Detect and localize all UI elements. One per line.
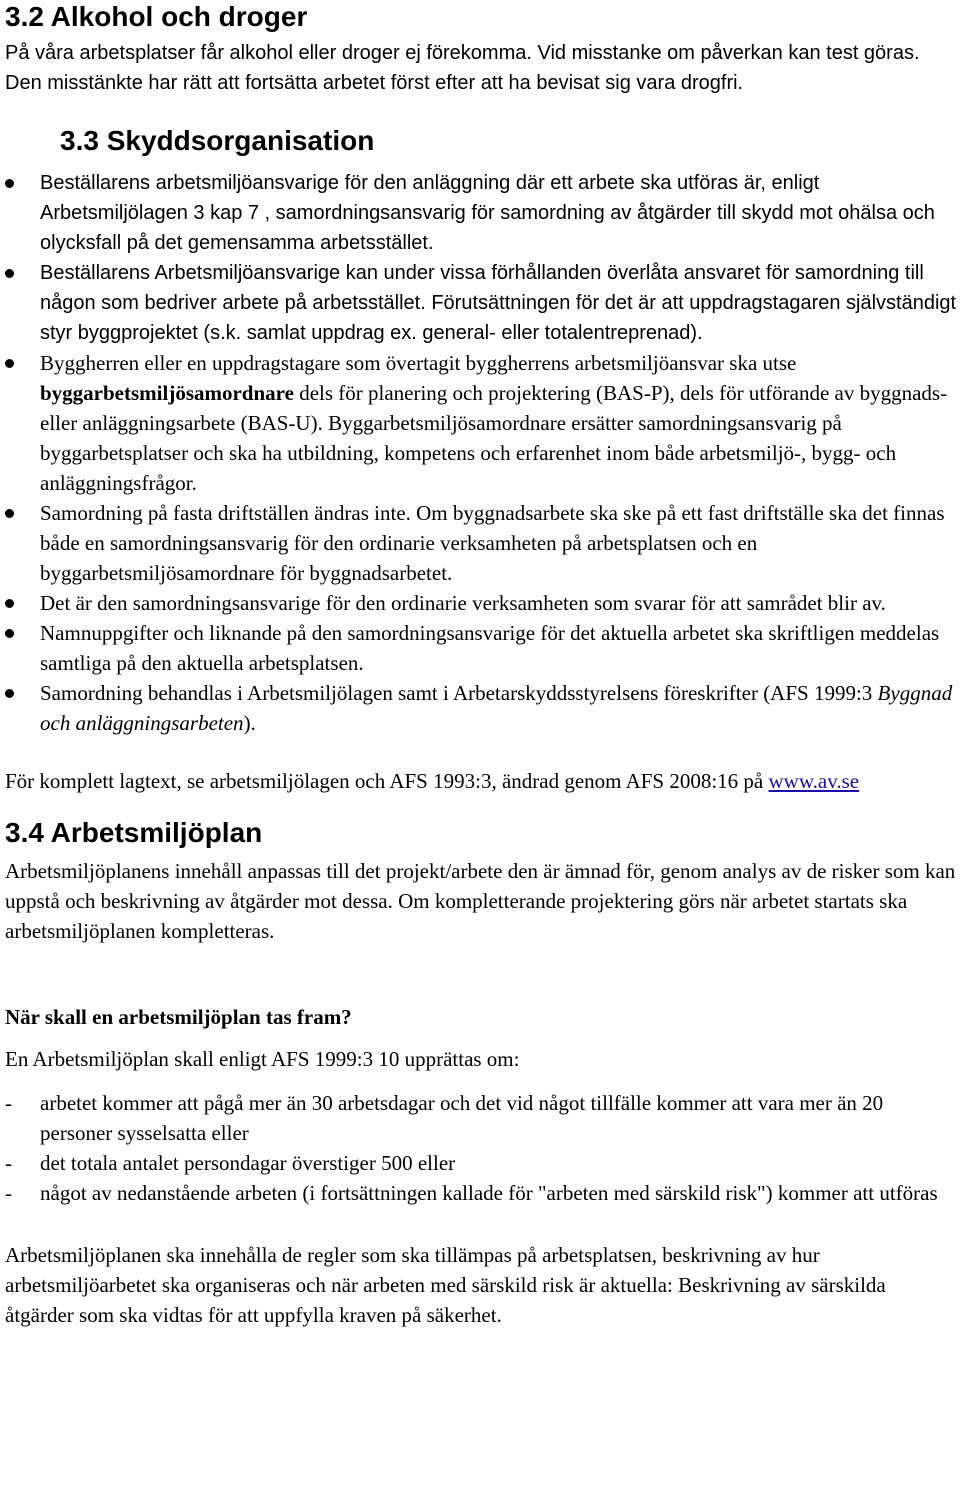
- closing-paragraph: Arbetsmiljöplanen ska innehålla de regler som ska tillämpas på arbetsplatsen, beskrivning av hur arbetsmiljöarbetet ska organiseras och när arbeten med särskild risk är aktuella: Beskrivning av särskilda åtgärder som ska vidtas för att uppfylla kraven på säkerhet.: [5, 1243, 886, 1327]
- list-item: [5, 1148, 957, 1178]
- bullet-text-4: Samordning på fasta driftställen ändras inte. Om byggnadsarbete ska ske på ett fast driftställe ska det finnas både en samordningsansvarig för den ordinarie verksamheten på arbetsplatsen och en byggarbetsmiljösamordnare för byggnadsarbetet.: [40, 501, 945, 585]
- law-note: [5, 766, 957, 796]
- skyddsorganisation-list: [5, 168, 957, 738]
- question-intro: En Arbetsmiljöplan skall enligt AFS 1999:3 10 upprättas om:: [5, 1047, 520, 1071]
- bullet-text-5: Det är den samordningsansvarige för den ordinarie verksamheten som svarar för att samrådet blir av.: [40, 591, 886, 615]
- bullet-text-3-bold: byggarbetsmiljösamordnare: [40, 381, 294, 405]
- bullet-text-7-post: ).: [243, 711, 256, 735]
- list-item: [5, 618, 957, 678]
- list-item: [5, 258, 957, 348]
- bullet-text-7-pre: Samordning behandlas i Arbetsmiljölagen samt i Arbetarskyddsstyrelsens föreskrifter (AFS 1999:3: [40, 681, 878, 705]
- criteria-item-3: något av nedanstående arbeten (i fortsättningen kallade för "arbeten med särskild risk") kommer att utföras: [40, 1181, 938, 1205]
- bullet-text-1: Beställarens arbetsmiljöansvarige för den anläggning där ett arbete ska utföras är, enligt Arbetsmiljölagen 3 kap 7 , samordningsansvarig för samordning av åtgärder till skydd mot ohälsa och olycksfall på det gemensamma arbetsstället.: [40, 172, 935, 254]
- list-item: [5, 1088, 957, 1148]
- criteria-item-2: det totala antalet persondagar överstiger 500 eller: [40, 1151, 456, 1175]
- list-item: [5, 168, 957, 258]
- arbetsmiljoplan-paragraph: Arbetsmiljöplanens innehåll anpassas till det projekt/arbete den är ämnad för, genom analys av de risker som kan uppstå och beskrivning av åtgärder mot dessa. Om kompletterande projektering görs när arbetet startats ska arbetsmiljöplanen kompletteras.: [5, 859, 956, 943]
- heading-skyddsorganisation: 3.3 Skyddsorganisation: [60, 125, 375, 156]
- bullet-icon: [5, 599, 14, 608]
- bullet-text-3-pre: Byggherren eller en uppdragstagare som övertagit byggherrens arbetsmiljöansvar ska utse: [40, 351, 797, 375]
- bullet-text-2: Beställarens Arbetsmiljöansvarige kan under vissa förhållanden överlåta ansvaret för samordning till någon som bedriver arbete på arbetsstället. Förutsättningen för det är att uppdragstagaren självständigt styr byggprojektet (s.k. samlat uppdrag ex. general- eller totalentreprenad).: [40, 262, 957, 344]
- list-item: [5, 1178, 957, 1208]
- bullet-icon: [5, 629, 14, 638]
- bullet-icon: [5, 179, 14, 188]
- list-item: [5, 498, 957, 588]
- bullet-icon: [5, 359, 14, 368]
- bullet-text-6: Namnuppgifter och liknande på den samordningsansvarige för det aktuella arbetet ska skriftligen meddelas samtliga på den aktuella arbetsplatsen.: [40, 621, 940, 675]
- bullet-icon: [5, 689, 14, 698]
- bullet-text-7-italic: Byggnad och anläggningsarbeten: [40, 681, 953, 735]
- bullet-icon: [5, 269, 14, 278]
- list-item: [5, 588, 957, 618]
- document-page: [5, 0, 957, 1330]
- heading-arbetsmiljoplan: 3.4 Arbetsmiljöplan: [5, 817, 263, 848]
- alkohol-paragraph: På våra arbetsplatser får alkohol eller droger ej förekomma. Vid misstanke om påverkan kan test göras. Den misstänkte har rätt att fortsätta arbetet först efter att ha bevisat sig vara drogfri.: [5, 42, 920, 94]
- criteria-list: [5, 1088, 957, 1208]
- list-item: [5, 678, 957, 738]
- criteria-item-1: arbetet kommer att pågå mer än 30 arbetsdagar och det vid något tillfälle kommer att vara mer än 20 personer sysselsatta eller: [40, 1091, 884, 1145]
- bullet-icon: [5, 509, 14, 518]
- dash-marker: -: [5, 1091, 12, 1115]
- dash-marker: -: [5, 1151, 12, 1175]
- bullet-text-3-post: dels för planering och projektering (BAS-P), dels för utförande av byggnads- eller anläggningsarbete (BAS-U). Byggarbetsmiljösamordnare ersätter samordningsansvarig på byggarbetsplatser och ska ha utbildning, kompetens och erfarenhet inom både arbetsmiljö-, bygg- och anläggningsfrågor.: [40, 381, 948, 495]
- dash-marker: -: [5, 1181, 12, 1205]
- list-item: [5, 348, 957, 498]
- heading-alkohol-droger: 3.2 Alkohol och droger: [5, 1, 308, 32]
- question-heading: När skall en arbetsmiljöplan tas fram?: [5, 1005, 352, 1029]
- law-note-text: För komplett lagtext, se arbetsmiljölagen och AFS 1993:3, ändrad genom AFS 2008:16 på: [5, 769, 769, 793]
- av-se-link[interactable]: www.av.se: [768, 769, 860, 793]
